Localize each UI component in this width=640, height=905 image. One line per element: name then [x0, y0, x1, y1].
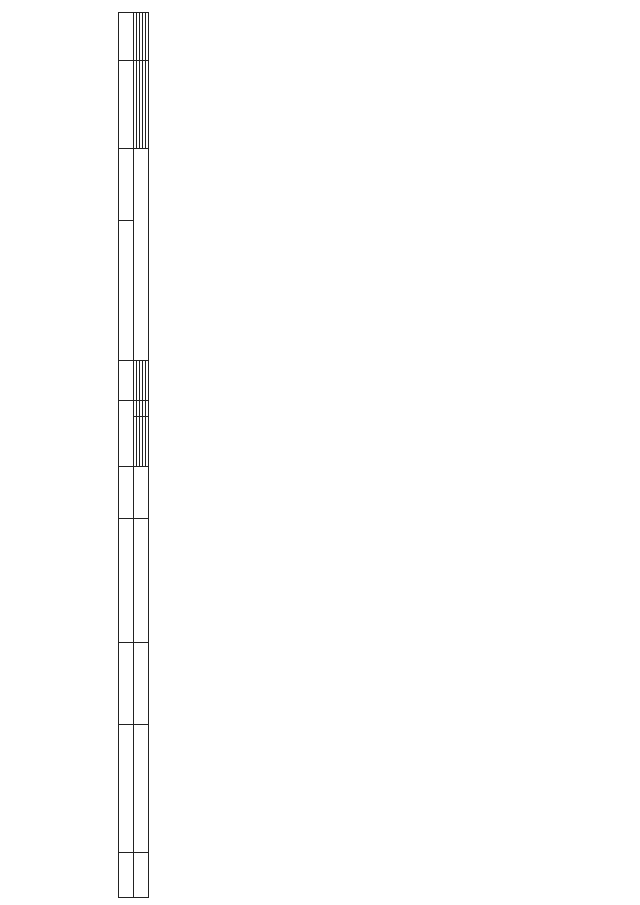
cell-v11: [146, 13, 149, 61]
column-number: [119, 13, 134, 61]
column-number: [119, 643, 134, 725]
column-number: [119, 519, 134, 643]
cell-v7: [146, 361, 149, 401]
cell-c4: [134, 519, 149, 643]
cell-c3: [134, 643, 149, 725]
cell-q: [146, 401, 149, 417]
cell-year: [146, 417, 149, 467]
column-number: [119, 467, 134, 519]
column-number: [119, 401, 134, 467]
cell-c5: [134, 467, 149, 519]
column-number: [119, 149, 134, 221]
measures-table: [118, 12, 149, 898]
column-number: [119, 361, 134, 401]
column-number: [119, 221, 134, 361]
cell-c2: [134, 725, 149, 853]
cell-c1: [134, 853, 149, 898]
program-table: [118, 13, 618, 898]
column-number-row: [119, 13, 134, 898]
column-number: [119, 725, 134, 853]
cell-empty: [146, 61, 149, 149]
column-number: [119, 853, 134, 898]
cell-c8: [134, 149, 149, 361]
column-number: [119, 61, 134, 149]
